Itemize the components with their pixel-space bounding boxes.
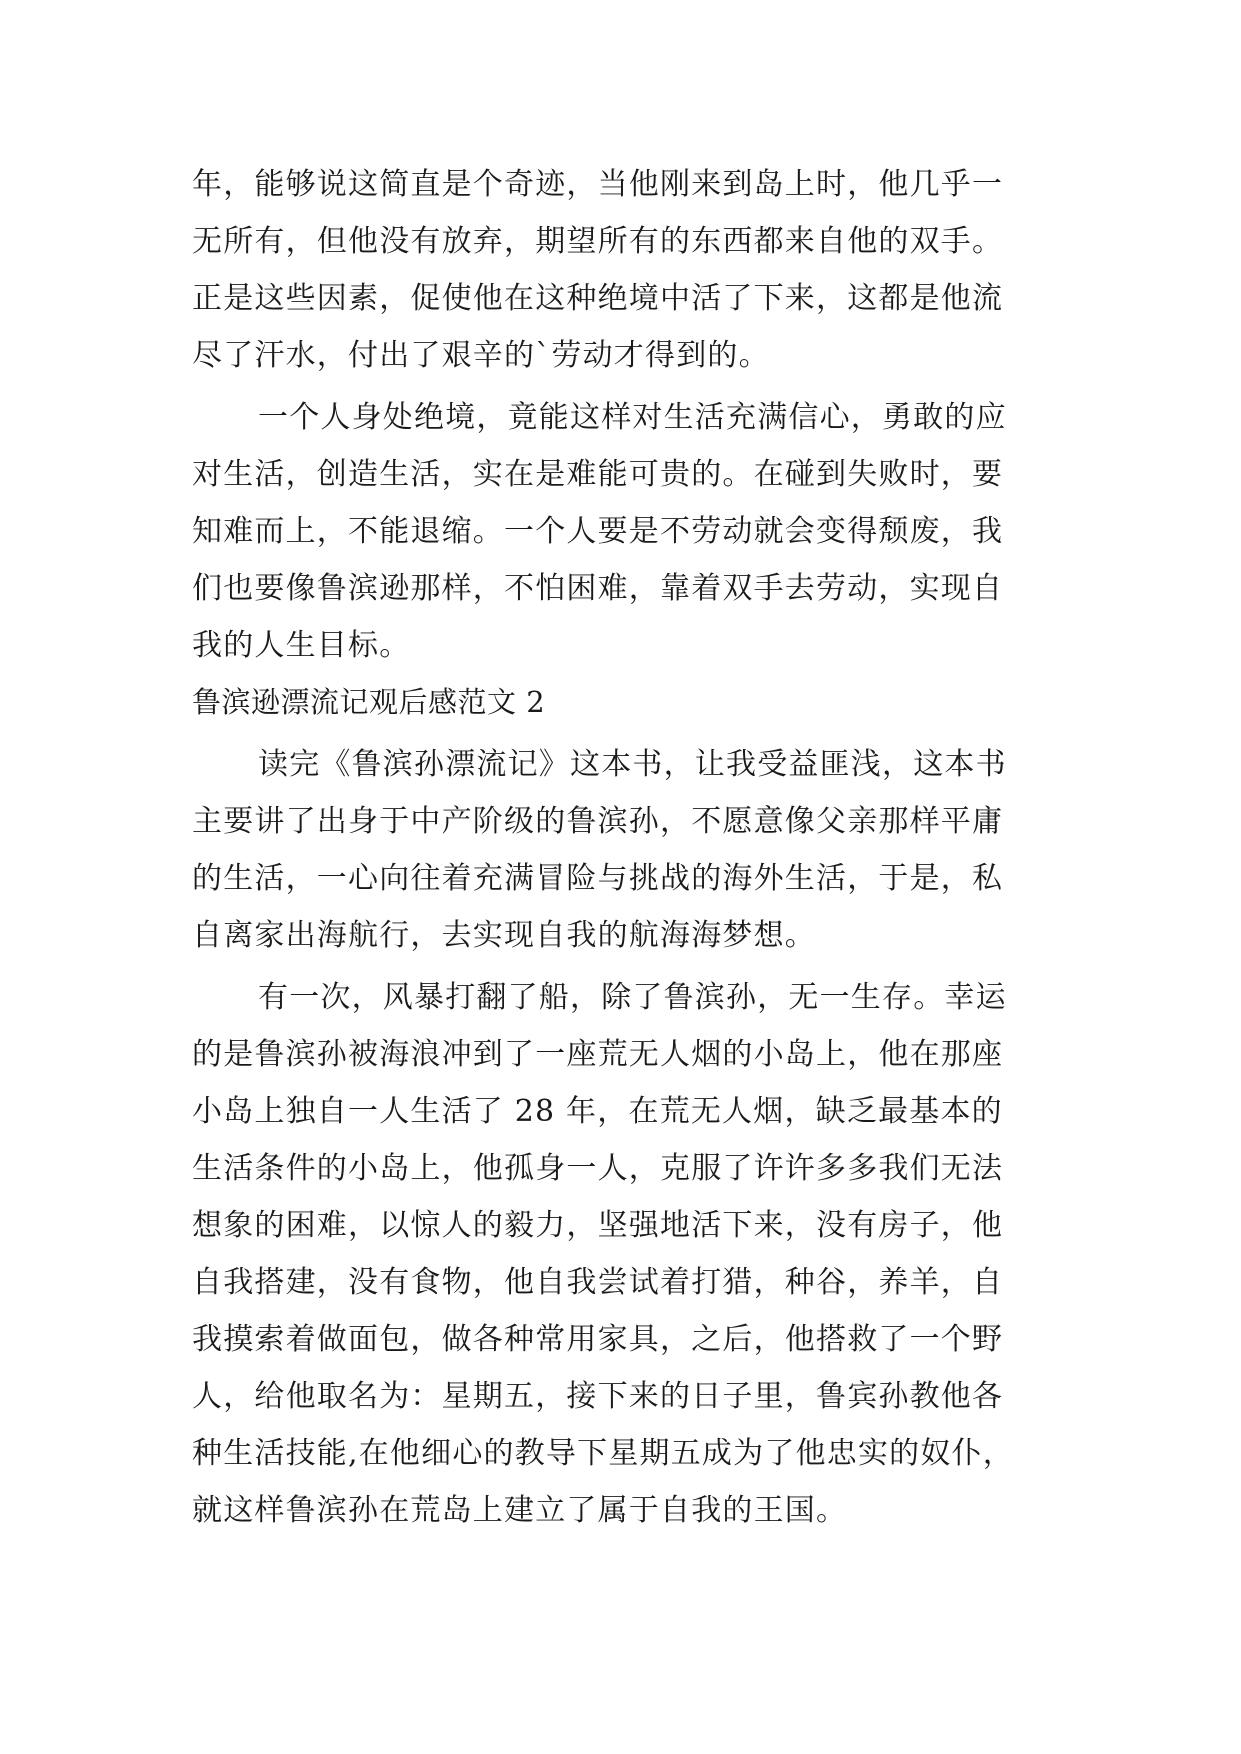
text-line: 小岛上独自一人生活了 28 年，在荒无人烟，缺乏最基本的 xyxy=(192,1094,1003,1129)
text-line: 有一次，风暴打翻了船，除了鲁滨孙，无一生存。幸运 xyxy=(258,980,1007,1015)
text-line: 正是这些因素，促使他在这种绝境中活了下来，这都是他流 xyxy=(192,281,1004,316)
text-line: 无所有，但他没有放弃，期望所有的东西都来自他的双手。 xyxy=(192,224,1004,259)
text-line: 生活条件的小岛上，他孤身一人，克服了许许多多我们无法 xyxy=(192,1151,1004,1186)
document-body xyxy=(192,156,1072,1539)
text-line: 的生活，一心向往着充满冒险与挑战的海外生活，于是，私 xyxy=(192,861,1004,896)
paragraph xyxy=(192,969,1072,1539)
text-line: 人，给他取名为：星期五，接下来的日子里，鲁宾孙教他各 xyxy=(192,1379,1004,1414)
text-line: 主要讲了出身于中产阶级的鲁滨孙，不愿意像父亲那样平庸 xyxy=(192,804,1004,839)
text-line: 知难而上，不能退缩。一个人要是不劳动就会变得颓废，我 xyxy=(192,514,1004,549)
text-line: 对生活，创造生活，实在是难能可贵的。在碰到失败时，要 xyxy=(192,457,1004,492)
text-line: 我摸索着做面包，做各种常用家具，之后，他搭救了一个野 xyxy=(192,1322,1004,1357)
text-line: 尽了汗水，付出了艰辛的`劳动才得到的。 xyxy=(192,338,770,373)
text-line: 一个人身处绝境，竟能这样对生活充满信心，勇敢的应 xyxy=(258,400,1007,435)
text-line: 想象的困难，以惊人的毅力，坚强地活下来，没有房子，他 xyxy=(192,1208,1004,1243)
text-line: 我的人生目标。 xyxy=(192,628,411,663)
section-title: 鲁滨逊漂流记观后感范文 2 xyxy=(192,685,546,719)
text-line: 自离家出海航行，去实现自我的航海海梦想。 xyxy=(192,918,816,953)
text-line: 种生活技能,在他细心的教导下星期五成为了他忠实的奴仆， xyxy=(192,1436,1014,1471)
text-line: 们也要像鲁滨逊那样，不怕困难，靠着双手去劳动，实现自 xyxy=(192,571,1004,606)
text-line: 自我搭建，没有食物，他自我尝试着打猎，种谷，养羊，自 xyxy=(192,1265,1004,1300)
paragraph xyxy=(192,736,1072,964)
paragraph xyxy=(192,389,1072,674)
text-line: 年，能够说这简直是个奇迹，当他刚来到岛上时，他几乎一 xyxy=(192,167,1004,202)
text-line: 读完《鲁滨孙漂流记》这本书，让我受益匪浅，这本书 xyxy=(258,747,1007,782)
text-line: 的是鲁滨孙被海浪冲到了一座荒无人烟的小岛上，他在那座 xyxy=(192,1037,1004,1072)
paragraph-continuation xyxy=(192,156,1072,384)
text-line: 就这样鲁滨孙在荒岛上建立了属于自我的王国。 xyxy=(192,1493,848,1528)
